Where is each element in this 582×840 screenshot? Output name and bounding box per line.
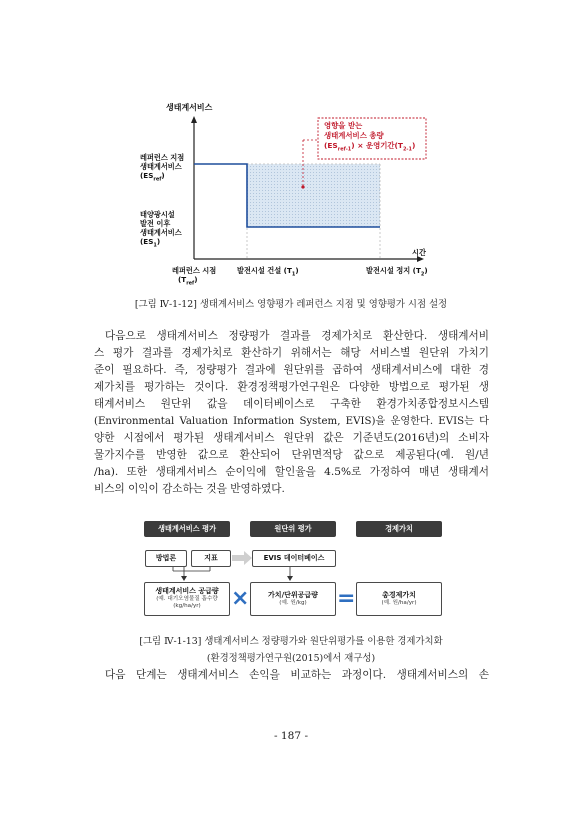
multiply-symbol: ×	[231, 586, 250, 611]
figure-es-impact	[0, 0, 582, 300]
figure2-source: (환경정책평가연구원(2015)에서 재구성)	[206, 653, 376, 664]
paragraph-line: 스 평가 결과를 경제가치로 환산하기 위해서는 해당 서비스별 원단위 가치기	[94, 347, 489, 359]
paragraph-line: /ha). 또한 생태계서비스 순이익에 할인율을 4.5%로 가정하여 매년 생태계서	[94, 466, 489, 478]
total-value-box: 총경제가치 (예. 원/ha/yr)	[356, 582, 442, 616]
header-economic-value: 경제가치	[356, 521, 442, 537]
callout-text: 영향을 받는 생태계서비스 총량 $(ES_{ref-1})$ × 운영기간$(T_{2-1})$	[324, 121, 416, 153]
body-paragraph-2	[94, 667, 489, 684]
evis-db-box: EVIS 데이터베이스	[252, 550, 336, 567]
paragraph-line: 준이 필요하다. 즉, 정량평가 결과에 원단위를 곱하여 생태계서비스에 대한 경	[94, 364, 489, 376]
x-tick-t1: 발전시설 건설 $(T_1)$	[237, 266, 299, 278]
figure-economic-valuation	[0, 515, 582, 635]
after-es-label: 태양광시설 발전 이후 생태계서비스 $(ES_1)$	[140, 210, 182, 249]
y-axis-arrow	[191, 116, 197, 123]
x-tick-ref: 레퍼런스 시점 $(T_{ref})$	[172, 266, 217, 287]
header-es-assessment: 생태계서비스 평가	[144, 521, 230, 537]
equals-symbol: =	[337, 586, 356, 611]
ref-es-label: 레퍼런스 지점 생태계서비스 $(ES_{ref})$	[140, 153, 185, 183]
header-unit-value: 원단위 평가	[250, 521, 336, 537]
paragraph-line: 양한 시점에서 평가된 생태계서비스 원단위 값은 기준년도(2016년)의 소비자	[94, 432, 489, 444]
x-tick-t2: 발전시설 정지 $(T_2)$	[366, 266, 428, 278]
paragraph-line: 다음으로 생태계서비스 정량평가 결과를 경제가치로 환산한다. 생태계서비	[105, 330, 489, 342]
flow-arrow	[232, 551, 252, 565]
callout-dot	[301, 185, 304, 188]
y-axis-label: 생태계서비스	[166, 103, 213, 112]
paragraph-line: 다음 단계는 생태계서비스 손익을 비교하는 과정이다. 생태계서비스의 손	[105, 669, 489, 681]
es-supply-box: 생태계서비스 공급량 (예. 대기오염물질 흡수량 (kg/ha/yr)	[144, 582, 230, 616]
unit-value-box: 가치/단위공급량 (예. 원/kg)	[250, 582, 336, 616]
impact-area	[247, 164, 380, 227]
paragraph-line: (Environmental Valuation Information System, EVIS)을 운영한다. EVIS는 다	[94, 416, 489, 427]
body-paragraph-1	[94, 328, 489, 498]
figure-es-impact-graphic	[0, 0, 582, 300]
x-axis-label: 시간	[412, 248, 426, 257]
paragraph-line: 물가지수를 반영한 값으로 환산되어 단위면적당 값으로 제공된다(예. 원/년	[94, 449, 489, 461]
page-number: - 187 -	[273, 730, 309, 742]
figure2-caption: [그림 Ⅳ-1-13] 생태계서비스 정량평가와 원단위평가를 이용한 경제가치화	[139, 636, 443, 647]
paragraph-line: 비스의 이익이 감소하는 것을 반영하였다.	[94, 483, 285, 495]
paragraph-line: 태계서비스 원단위 값을 데이터베이스로 구축한 환경가치종합정보시스템	[94, 398, 489, 410]
methodology-box: 방법론	[145, 550, 187, 567]
paragraph-line: 제가치를 평가하는 것이다. 환경정책평가연구원은 다양한 방법으로 평가된 생	[94, 381, 489, 393]
indicator-box: 지표	[191, 550, 231, 567]
figure1-caption: [그림 Ⅳ-1-12] 생태계서비스 영향평가 레퍼런스 지점 및 영향평가 시점 설정	[134, 299, 448, 310]
